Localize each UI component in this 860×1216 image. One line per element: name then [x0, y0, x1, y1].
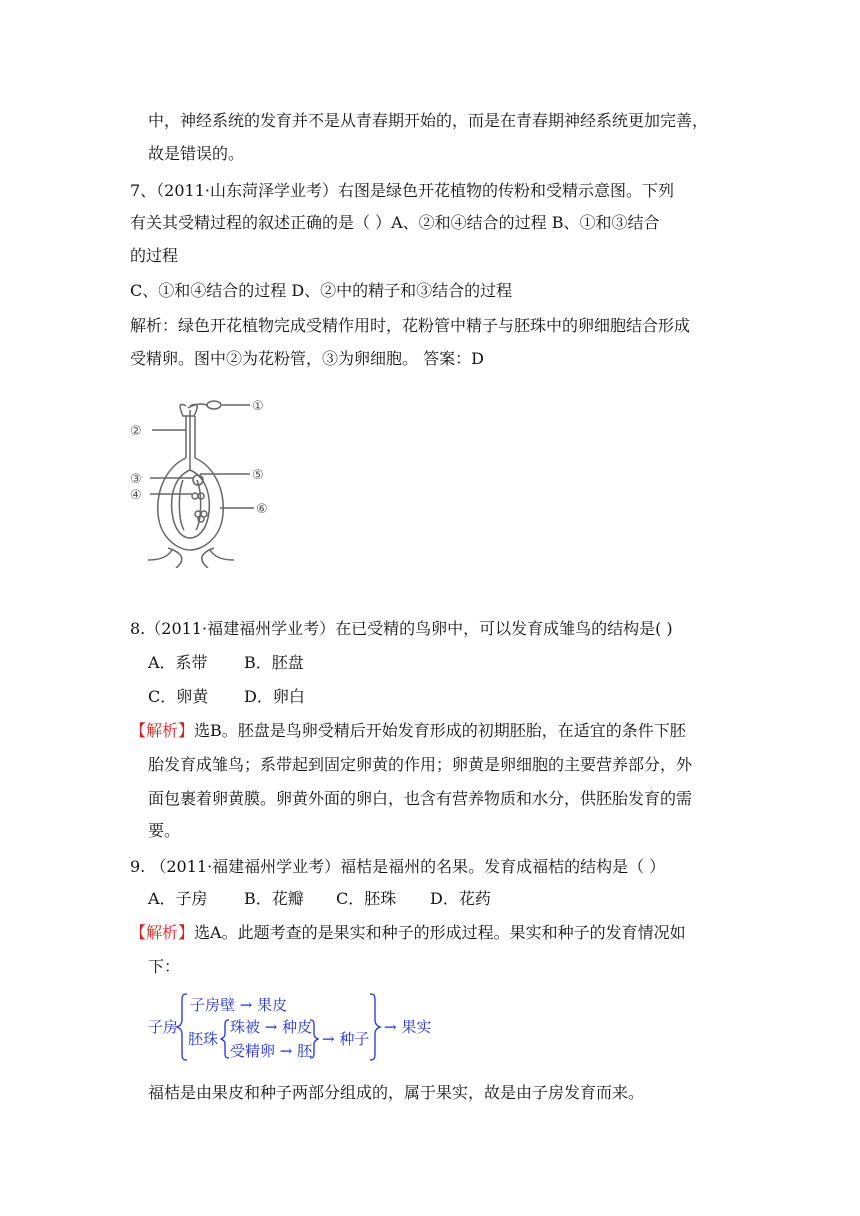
q7-stem-line-3: 的过程 — [130, 246, 179, 265]
q9-option-a: A．子房 — [148, 889, 208, 908]
q7-analysis-line-2: 受精卵。图中②为花粉管，③为卵细胞。 答案：D — [130, 349, 484, 368]
figure-label-1: ① — [252, 399, 264, 414]
diagram-row-ovary-wall — [190, 996, 287, 1014]
q9-stem: 9. （2011·福建福州学业考）福桔是福州的名果。发育成福桔的结构是（ ） — [130, 857, 666, 876]
figure-label-5: ⑤ — [252, 468, 264, 483]
q9-analysis-line-1 — [130, 922, 686, 944]
q8-analysis-line-1 — [130, 720, 686, 742]
figure-label-3: ③ — [130, 472, 142, 487]
q8-option-a: A．系带 — [148, 653, 208, 672]
diagram-fruit: 果实 — [401, 1018, 432, 1036]
q8-option-d: D．卵白 — [244, 687, 305, 706]
diagram-row-seed — [322, 1030, 369, 1048]
analysis-tag: 【解析】 — [130, 923, 195, 942]
q9-option-d: D．花药 — [430, 889, 491, 908]
q7-options-cd: C、①和④结合的过程 D、②中的精子和③结合的过程 — [130, 281, 513, 300]
figure-label-6: ⑥ — [256, 502, 268, 517]
diagram-embryo: 胚 — [297, 1042, 313, 1060]
arrow-icon: → — [264, 1018, 278, 1036]
diagram-row-zygote — [230, 1042, 312, 1060]
diagram-integument: 珠被 — [230, 1018, 261, 1036]
q9-option-c: C．胚珠 — [336, 889, 397, 908]
arrow-icon: → — [239, 996, 253, 1014]
diagram-row-integument — [230, 1018, 312, 1036]
intro-line-2: 故是错误的。 — [148, 144, 245, 163]
diagram-ovary: 子房 — [148, 1018, 179, 1036]
q7-stem-line-1: 7、（2011·山东菏泽学业考）右图是绿色开花植物的传粉和受精示意图。下列 — [130, 181, 674, 200]
fertilization-diagram — [128, 388, 278, 568]
diagram-ovule: 胚珠 — [188, 1030, 219, 1048]
intro-line-1: 中，神经系统的发育并不是从青春期开始的，而是在青春期神经系统更加完善， — [148, 111, 709, 130]
diagram-pericarp: 果皮 — [257, 996, 288, 1014]
q7-analysis-line-1: 解析：绿色开花植物完成受精作用时，花粉管中精子与胚珠中的卵细胞结合形成 — [130, 316, 691, 335]
diagram-zygote: 受精卵 — [230, 1042, 276, 1060]
q8-analysis-text: 选B。胚盘是鸟卵受精后开始发育形成的初期胚胎，在适宜的条件下胚 — [194, 721, 686, 740]
q8-analysis-line-3: 面包裹着卵黄膜。卵黄外面的卵白，也含有营养物质和水分，供胚胎发育的需 — [148, 789, 693, 808]
q9-conclusion: 福桔是由果皮和种子两部分组成的，属于果实，故是由子房发育而来。 — [148, 1083, 645, 1102]
q7-stem-line-2: 有关其受精过程的叙述正确的是（ ）A、②和④结合的过程 B、①和③结合 — [130, 213, 660, 232]
q9-analysis-line-2: 下： — [148, 957, 181, 976]
q8-option-b: B．胚盘 — [244, 653, 304, 672]
q8-analysis-line-2: 胎发育成雏鸟；系带起到固定卵黄的作用；卵黄是卵细胞的主要营养部分，外 — [148, 755, 693, 774]
q8-option-c: C．卵黄 — [148, 687, 209, 706]
diagram-seed-coat: 种皮 — [282, 1018, 313, 1036]
q9-analysis-text: 选A。此题考查的是果实和种子的形成过程。果实和种子的发育情况如 — [194, 923, 686, 942]
arrow-icon: → — [384, 1018, 397, 1036]
q8-analysis-line-4: 要。 — [148, 821, 181, 840]
analysis-tag: 【解析】 — [130, 721, 195, 740]
figure-label-4: ④ — [130, 488, 142, 503]
figure-label-2: ② — [130, 424, 142, 439]
arrow-icon: → — [322, 1030, 335, 1048]
diagram-seed: 种子 — [339, 1030, 370, 1048]
arrow-icon: → — [279, 1042, 293, 1060]
diagram-ovary-wall: 子房壁 — [190, 996, 236, 1014]
q8-stem: 8.（2011·福建福州学业考）在已受精的鸟卵中，可以发育成雏鸟的结构是( ) — [130, 619, 673, 638]
diagram-row-fruit — [384, 1018, 431, 1036]
q9-option-b: B．花瓣 — [244, 889, 304, 908]
